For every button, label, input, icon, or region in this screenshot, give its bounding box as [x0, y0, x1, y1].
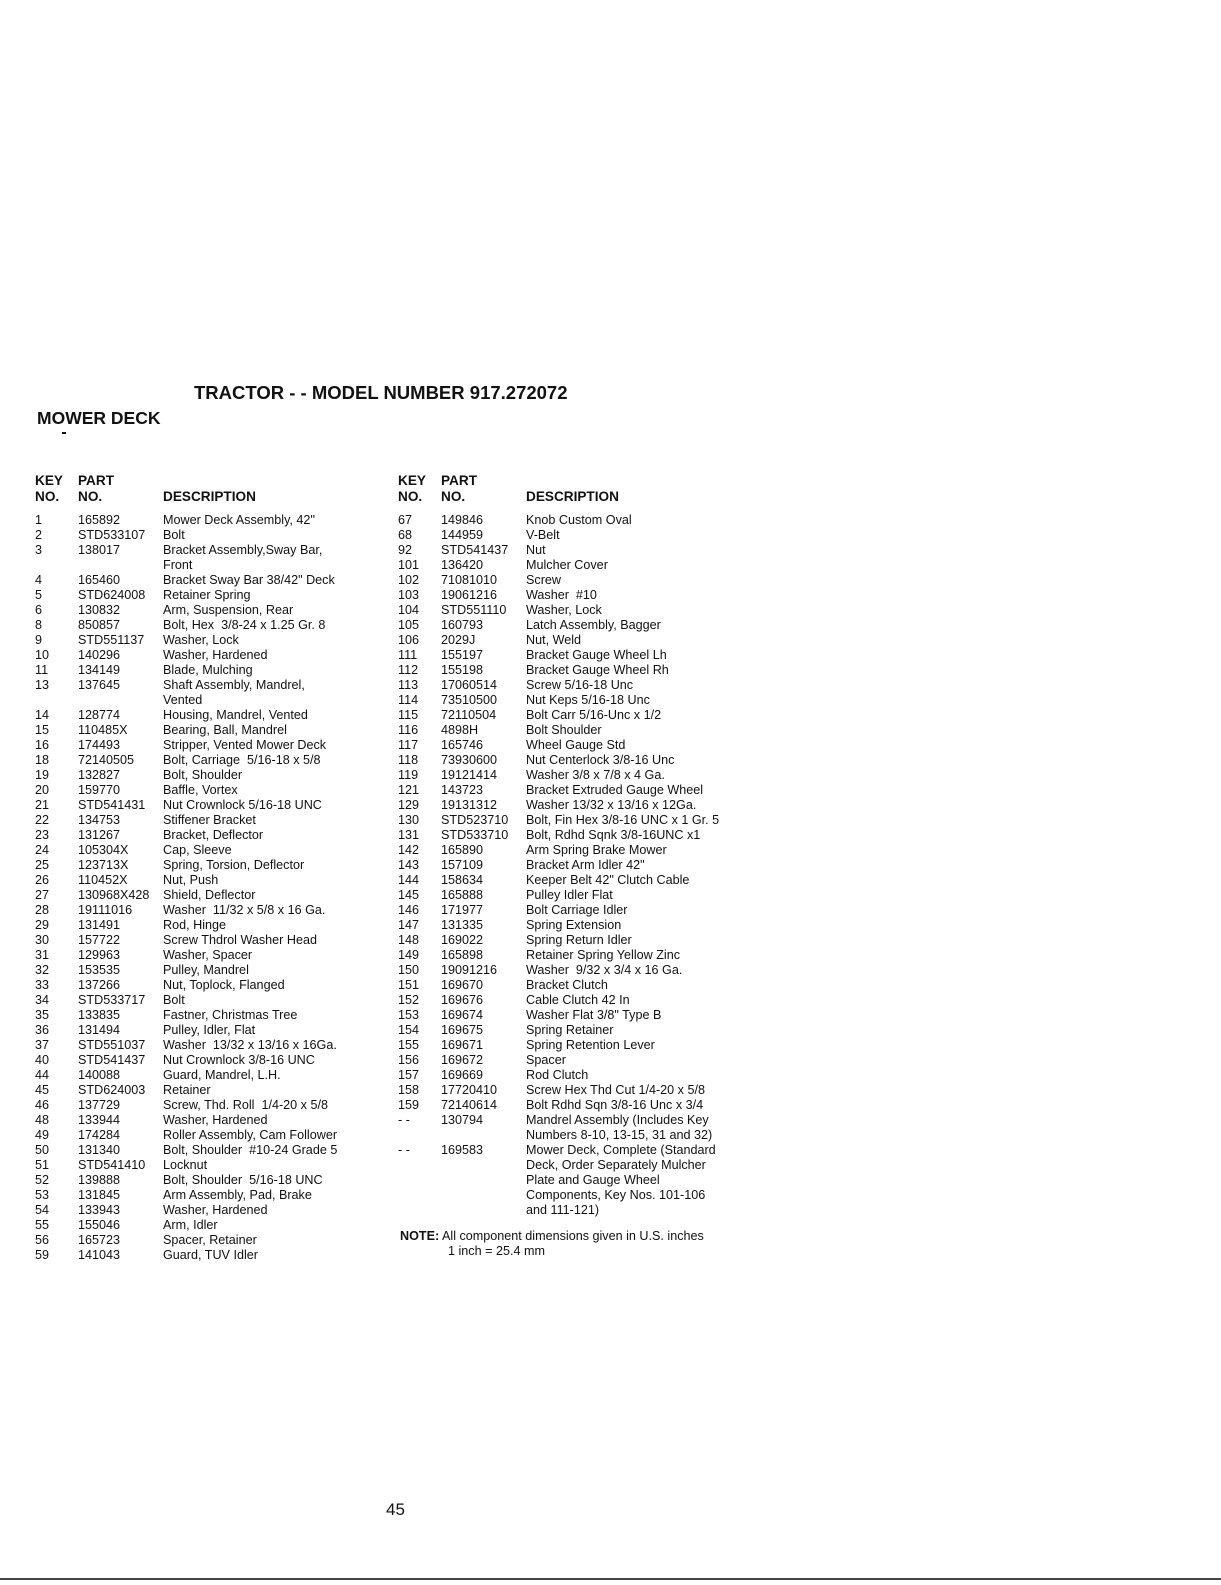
- part-description: Shaft Assembly, Mandrel,: [163, 678, 305, 692]
- key-number: 37: [35, 1038, 50, 1052]
- part-number: 19121414: [441, 768, 498, 782]
- part-description: Numbers 8-10, 13-15, 31 and 32): [526, 1128, 713, 1142]
- key-number: 19: [35, 768, 50, 782]
- key-number: 8: [35, 618, 43, 632]
- part-description: Rod, Hinge: [163, 918, 227, 932]
- key-number: 15: [35, 723, 50, 737]
- part-number: STD541437: [441, 543, 509, 557]
- part-number: 169674: [441, 1008, 484, 1022]
- key-number: 46: [35, 1098, 50, 1112]
- key-number: 20: [35, 783, 50, 797]
- part-description: Bolt, Carriage 5/16-18 x 5/8: [163, 753, 321, 767]
- part-number: 130832: [78, 603, 121, 617]
- part-number: 165460: [78, 573, 121, 587]
- part-description: Pulley, Mandrel: [163, 963, 249, 977]
- part-description: Bolt Rdhd Sqn 3/8-16 Unc x 3/4: [526, 1098, 704, 1112]
- key-number: 92: [398, 543, 413, 557]
- key-number: 115: [398, 708, 419, 722]
- key-number: - -: [398, 1143, 410, 1157]
- part-description: Washer 13/32 x 13/16 x 12Ga.: [526, 798, 697, 812]
- part-description: Mower Deck, Complete (Standard: [526, 1143, 716, 1157]
- part-description: Bracket, Deflector: [163, 828, 264, 842]
- part-number: 19131312: [441, 798, 498, 812]
- part-number: 144959: [441, 528, 484, 542]
- part-description: Washer, Spacer: [163, 948, 253, 962]
- part-number: 73930600: [441, 753, 498, 767]
- part-number: 131491: [78, 918, 121, 932]
- key-number: 4: [35, 573, 43, 587]
- part-description: Screw Hex Thd Cut 1/4-20 x 5/8: [526, 1083, 705, 1097]
- part-description: Washer Flat 3/8" Type B: [526, 1008, 662, 1022]
- key-number: 27: [35, 888, 50, 902]
- part-number: 134149: [78, 663, 121, 677]
- part-number: 174284: [78, 1128, 121, 1142]
- part-description: Washer, Hardened: [163, 1113, 268, 1127]
- part-number: 159770: [78, 783, 121, 797]
- part-description: Components, Key Nos. 101-106: [526, 1188, 706, 1202]
- key-number: 116: [398, 723, 419, 737]
- key-number: 157: [398, 1068, 420, 1082]
- key-number: 9: [35, 633, 43, 647]
- part-description: Bearing, Ball, Mandrel: [163, 723, 287, 737]
- page-number: 45: [386, 1500, 405, 1519]
- section-heading: MOWER DECK: [37, 408, 161, 428]
- part-number: 72140505: [78, 753, 135, 767]
- part-description: Bolt Shoulder: [526, 723, 602, 737]
- part-description: Bracket Gauge Wheel Rh: [526, 663, 669, 677]
- part-number: STD533717: [78, 993, 146, 1007]
- key-number: 150: [398, 963, 420, 977]
- part-description: Mulcher Cover: [526, 558, 608, 572]
- part-number: 850857: [78, 618, 121, 632]
- part-number: 73510500: [441, 693, 498, 707]
- part-description: Washer 9/32 x 3/4 x 16 Ga.: [526, 963, 683, 977]
- key-number: 56: [35, 1233, 50, 1247]
- key-number: 101: [398, 558, 420, 572]
- part-description: Bracket Sway Bar 38/42" Deck: [163, 573, 335, 587]
- part-number: 133835: [78, 1008, 121, 1022]
- part-description: Wheel Gauge Std: [526, 738, 626, 752]
- note-line-2: 1 inch = 25.4 mm: [448, 1244, 545, 1258]
- key-number: 152: [398, 993, 420, 1007]
- part-description: Nut, Toplock, Flanged: [163, 978, 285, 992]
- part-number: STD523710: [441, 813, 509, 827]
- part-description: Screw Thdrol Washer Head: [163, 933, 317, 947]
- part-description: Housing, Mandrel, Vented: [163, 708, 308, 722]
- key-number: 2: [35, 528, 43, 542]
- part-description: Cap, Sleeve: [163, 843, 232, 857]
- key-number: 33: [35, 978, 50, 992]
- part-number: 174493: [78, 738, 121, 752]
- part-number: 140296: [78, 648, 121, 662]
- part-number: 129963: [78, 948, 121, 962]
- header-description: DESCRIPTION: [526, 489, 619, 504]
- part-description: Bolt, Shoulder #10-24 Grade 5: [163, 1143, 338, 1157]
- key-number: 155: [398, 1038, 420, 1052]
- part-description: Bolt: [163, 528, 185, 542]
- key-number: 45: [35, 1083, 50, 1097]
- part-description: Deck, Order Separately Mulcher: [526, 1158, 706, 1172]
- key-number: 130: [398, 813, 420, 827]
- key-number: 14: [35, 708, 50, 722]
- key-number: 32: [35, 963, 50, 977]
- part-description: Arm, Idler: [163, 1218, 218, 1232]
- key-number: 114: [398, 693, 419, 707]
- part-number: STD541410: [78, 1158, 146, 1172]
- key-number: 5: [35, 588, 43, 602]
- key-number: 3: [35, 543, 43, 557]
- part-description: V-Belt: [526, 528, 560, 542]
- key-number: 159: [398, 1098, 420, 1112]
- key-number: 10: [35, 648, 50, 662]
- key-number: 129: [398, 798, 420, 812]
- part-number: 137645: [78, 678, 121, 692]
- part-description: Bolt, Shoulder 5/16-18 UNC: [163, 1173, 323, 1187]
- part-number: STD551137: [78, 633, 145, 647]
- part-number: 155046: [78, 1218, 121, 1232]
- key-number: 154: [398, 1023, 420, 1037]
- part-number: 141043: [78, 1248, 121, 1262]
- part-number: 131340: [78, 1143, 121, 1157]
- part-description: Stiffener Bracket: [163, 813, 256, 827]
- key-number: 117: [398, 738, 419, 752]
- key-number: 30: [35, 933, 50, 947]
- part-number: 131335: [441, 918, 484, 932]
- part-number: 4898H: [441, 723, 479, 737]
- key-number: 29: [35, 918, 50, 932]
- part-description: Roller Assembly, Cam Follower: [163, 1128, 338, 1142]
- key-number: 13: [35, 678, 50, 692]
- key-number: 68: [398, 528, 413, 542]
- part-description: Guard, TUV Idler: [163, 1248, 258, 1262]
- key-number: 1: [35, 513, 43, 527]
- part-number: 165888: [441, 888, 484, 902]
- part-number: 131494: [78, 1023, 121, 1037]
- part-description: Washer, Lock: [163, 633, 239, 647]
- part-number: 169583: [441, 1143, 484, 1157]
- part-description: Bolt, Fin Hex 3/8-16 UNC x 1 Gr. 5: [526, 813, 720, 827]
- part-description: and 111-121): [526, 1203, 600, 1217]
- part-description: Nut Crownlock 3/8-16 UNC: [163, 1053, 315, 1067]
- key-number: 149: [398, 948, 420, 962]
- part-description: Arm, Suspension, Rear: [163, 603, 294, 617]
- part-description: Spring, Torsion, Deflector: [163, 858, 305, 872]
- key-number: 143: [398, 858, 420, 872]
- key-number: 52: [35, 1173, 50, 1187]
- note-label: NOTE:: [400, 1229, 440, 1243]
- key-number: 50: [35, 1143, 50, 1157]
- part-description: Nut, Weld: [526, 633, 582, 647]
- key-number: 147: [398, 918, 420, 932]
- part-number: 72110504: [441, 708, 497, 722]
- key-number: 119: [398, 768, 419, 782]
- part-number: 169022: [441, 933, 484, 947]
- part-number: 165723: [78, 1233, 121, 1247]
- key-number: 51: [35, 1158, 50, 1172]
- part-description: Washer #10: [526, 588, 597, 602]
- part-number: 19111016: [78, 903, 133, 917]
- key-number: 144: [398, 873, 420, 887]
- part-number: 169675: [441, 1023, 484, 1037]
- part-description: Shield, Deflector: [163, 888, 256, 902]
- part-number: 157722: [78, 933, 121, 947]
- part-number: 132827: [78, 768, 121, 782]
- part-description: Cable Clutch 42 In: [526, 993, 630, 1007]
- part-number: 137729: [78, 1098, 121, 1112]
- part-number: STD624003: [78, 1083, 146, 1097]
- key-number: 142: [398, 843, 420, 857]
- part-description: Spring Retainer: [526, 1023, 614, 1037]
- part-number: 134753: [78, 813, 121, 827]
- part-number: STD624008: [78, 588, 146, 602]
- dimension-note: [400, 1229, 704, 1259]
- part-description: Bolt, Rdhd Sqnk 3/8-16UNC x1: [526, 828, 701, 842]
- part-description: Latch Assembly, Bagger: [526, 618, 661, 632]
- part-number: 17720410: [441, 1083, 498, 1097]
- key-number: 21: [35, 798, 50, 812]
- part-number: 136420: [441, 558, 484, 572]
- key-number: 146: [398, 903, 420, 917]
- part-number: 71081010: [441, 573, 498, 587]
- part-description: Pulley, Idler, Flat: [163, 1023, 256, 1037]
- part-description: Spring Return Idler: [526, 933, 632, 947]
- key-number: 148: [398, 933, 420, 947]
- part-number: 128774: [78, 708, 121, 722]
- part-number: 169676: [441, 993, 484, 1007]
- part-description: Retainer: [163, 1083, 211, 1097]
- part-number: 169671: [441, 1038, 484, 1052]
- bottom-rule: [0, 1578, 1221, 1580]
- key-number: 145: [398, 888, 420, 902]
- part-description: Vented: [163, 693, 203, 707]
- part-description: Retainer Spring Yellow Zinc: [526, 948, 681, 962]
- header-key-top: KEY: [398, 473, 426, 488]
- part-description: Front: [163, 558, 193, 572]
- key-number: 104: [398, 603, 420, 617]
- part-number: 133943: [78, 1203, 121, 1217]
- part-number: 105304X: [78, 843, 129, 857]
- part-number: 138017: [78, 543, 121, 557]
- part-description: Fastner, Christmas Tree: [163, 1008, 298, 1022]
- key-number: 112: [398, 663, 419, 677]
- header-part-bottom: NO.: [441, 489, 466, 504]
- part-number: 158634: [441, 873, 484, 887]
- part-number: 169670: [441, 978, 484, 992]
- part-description: Washer, Lock: [526, 603, 602, 617]
- part-description: Guard, Mandrel, L.H.: [163, 1068, 281, 1082]
- key-number: 24: [35, 843, 50, 857]
- key-number: 22: [35, 813, 50, 827]
- part-description: Bolt, Shoulder: [163, 768, 243, 782]
- part-number: STD533710: [441, 828, 509, 842]
- stray-mark: [62, 432, 66, 434]
- part-description: Bracket Assembly,Sway Bar,: [163, 543, 323, 557]
- key-number: 31: [35, 948, 50, 962]
- part-description: Baffle, Vortex: [163, 783, 238, 797]
- key-number: 48: [35, 1113, 50, 1127]
- part-number: 165898: [441, 948, 484, 962]
- part-number: STD551037: [78, 1038, 146, 1052]
- key-number: 158: [398, 1083, 420, 1097]
- part-description: Bolt: [163, 993, 185, 1007]
- part-description: Washer 11/32 x 5/8 x 16 Ga.: [163, 903, 326, 917]
- key-number: 111: [398, 648, 418, 662]
- part-description: Bracket Clutch: [526, 978, 608, 992]
- part-description: Screw 5/16-18 Unc: [526, 678, 634, 692]
- key-number: 118: [398, 753, 419, 767]
- key-number: 11: [35, 663, 49, 677]
- key-number: 26: [35, 873, 50, 887]
- part-description: Arm Spring Brake Mower: [526, 843, 667, 857]
- header-part-top: PART: [78, 473, 114, 488]
- part-description: Pulley Idler Flat: [526, 888, 613, 902]
- part-number: 133944: [78, 1113, 121, 1127]
- part-number: 137266: [78, 978, 121, 992]
- part-number: 165746: [441, 738, 484, 752]
- part-number: 2029J: [441, 633, 476, 647]
- part-description: Plate and Gauge Wheel: [526, 1173, 660, 1187]
- key-number: 40: [35, 1053, 50, 1067]
- part-description: Washer, Hardened: [163, 1203, 268, 1217]
- part-description: Nut Keps 5/16-18 Unc: [526, 693, 650, 707]
- part-number: 139888: [78, 1173, 121, 1187]
- part-description: Nut, Push: [163, 873, 219, 887]
- key-number: 67: [398, 513, 413, 527]
- part-description: Nut Centerlock 3/8-16 Unc: [526, 753, 675, 767]
- part-description: Keeper Belt 42" Clutch Cable: [526, 873, 690, 887]
- part-description: Nut: [526, 543, 546, 557]
- part-number: 72140614: [441, 1098, 498, 1112]
- part-description: Bracket Extruded Gauge Wheel: [526, 783, 704, 797]
- part-number: 143723: [441, 783, 484, 797]
- page-title: TRACTOR - - MODEL NUMBER 917.272072: [194, 382, 568, 403]
- part-description: Locknut: [163, 1158, 208, 1172]
- part-description: Blade, Mulching: [163, 663, 253, 677]
- part-description: Screw: [526, 573, 561, 587]
- key-number: 25: [35, 858, 50, 872]
- header-part-bottom: NO.: [78, 489, 103, 504]
- part-description: Retainer Spring: [163, 588, 251, 602]
- key-number: 54: [35, 1203, 50, 1217]
- key-number: 153: [398, 1008, 420, 1022]
- part-number: 169669: [441, 1068, 484, 1082]
- part-number: 155198: [441, 663, 484, 677]
- key-number: 156: [398, 1053, 420, 1067]
- part-number: 130968X428: [78, 888, 150, 902]
- part-number: 169672: [441, 1053, 484, 1067]
- key-number: 151: [398, 978, 420, 992]
- part-number: 131845: [78, 1188, 121, 1202]
- part-number: 110485X: [78, 723, 128, 737]
- part-number: STD533107: [78, 528, 146, 542]
- part-number: STD541437: [78, 1053, 146, 1067]
- part-description: Arm Assembly, Pad, Brake: [163, 1188, 312, 1202]
- part-number: 131267: [78, 828, 121, 842]
- part-number: 149846: [441, 513, 484, 527]
- part-number: 140088: [78, 1068, 121, 1082]
- part-description: Washer 13/32 x 13/16 x 16Ga.: [163, 1038, 337, 1052]
- part-description: Spring Retention Lever: [526, 1038, 655, 1052]
- header-part-top: PART: [441, 473, 477, 488]
- key-number: 6: [35, 603, 43, 617]
- part-number: 165890: [441, 843, 484, 857]
- key-number: 36: [35, 1023, 50, 1037]
- key-number: 44: [35, 1068, 50, 1082]
- part-description: Spacer, Retainer: [163, 1233, 257, 1247]
- key-number: 16: [35, 738, 50, 752]
- header-key-bottom: NO.: [35, 489, 60, 504]
- part-number: STD551110: [441, 603, 507, 617]
- header-key-bottom: NO.: [398, 489, 423, 504]
- header-description: DESCRIPTION: [163, 489, 256, 504]
- part-description: Bolt, Hex 3/8-24 x 1.25 Gr. 8: [163, 618, 326, 632]
- part-number: 123713X: [78, 858, 129, 872]
- key-number: 35: [35, 1008, 50, 1022]
- part-number: 165892: [78, 513, 121, 527]
- key-number: 18: [35, 753, 50, 767]
- part-description: Bracket Gauge Wheel Lh: [526, 648, 667, 662]
- key-number: 34: [35, 993, 50, 1007]
- part-description: Bolt Carr 5/16-Unc x 1/2: [526, 708, 662, 722]
- part-description: Stripper, Vented Mower Deck: [163, 738, 327, 752]
- part-number: 160793: [441, 618, 484, 632]
- part-description: Mower Deck Assembly, 42": [163, 513, 315, 527]
- part-description: Screw, Thd. Roll 1/4-20 x 5/8: [163, 1098, 328, 1112]
- part-number: 19061216: [441, 588, 498, 602]
- part-description: Spacer: [526, 1053, 566, 1067]
- part-number: 17060514: [441, 678, 498, 692]
- key-number: 105: [398, 618, 420, 632]
- key-number: 102: [398, 573, 420, 587]
- key-number: 131: [398, 828, 420, 842]
- part-number: 130794: [441, 1113, 484, 1127]
- key-number: 23: [35, 828, 50, 842]
- key-number: 49: [35, 1128, 50, 1142]
- part-number: 157109: [441, 858, 484, 872]
- part-description: Nut Crownlock 5/16-18 UNC: [163, 798, 322, 812]
- key-number: 121: [398, 783, 420, 797]
- key-number: 106: [398, 633, 420, 647]
- part-number: 19091216: [441, 963, 498, 977]
- part-description: Rod Clutch: [526, 1068, 589, 1082]
- key-number: 59: [35, 1248, 50, 1262]
- part-number: 110452X: [78, 873, 128, 887]
- part-description: Mandrel Assembly (Includes Key: [526, 1113, 709, 1127]
- key-number: - -: [398, 1113, 410, 1127]
- key-number: 113: [398, 678, 419, 692]
- key-number: 28: [35, 903, 50, 917]
- note-line-1: All component dimensions given in U.S. inches: [442, 1229, 704, 1243]
- key-number: 53: [35, 1188, 50, 1202]
- part-number: 153535: [78, 963, 121, 977]
- part-description: Spring Extension: [526, 918, 622, 932]
- header-key-top: KEY: [35, 473, 63, 488]
- part-description: Bracket Arm Idler 42": [526, 858, 645, 872]
- part-number: 171977: [441, 903, 484, 917]
- part-number: STD541431: [78, 798, 146, 812]
- part-description: Knob Custom Oval: [526, 513, 632, 527]
- part-description: Washer 3/8 x 7/8 x 4 Ga.: [526, 768, 665, 782]
- part-number: 155197: [441, 648, 484, 662]
- part-description: Bolt Carriage Idler: [526, 903, 628, 917]
- key-number: 103: [398, 588, 420, 602]
- part-description: Washer, Hardened: [163, 648, 268, 662]
- key-number: 55: [35, 1218, 50, 1232]
